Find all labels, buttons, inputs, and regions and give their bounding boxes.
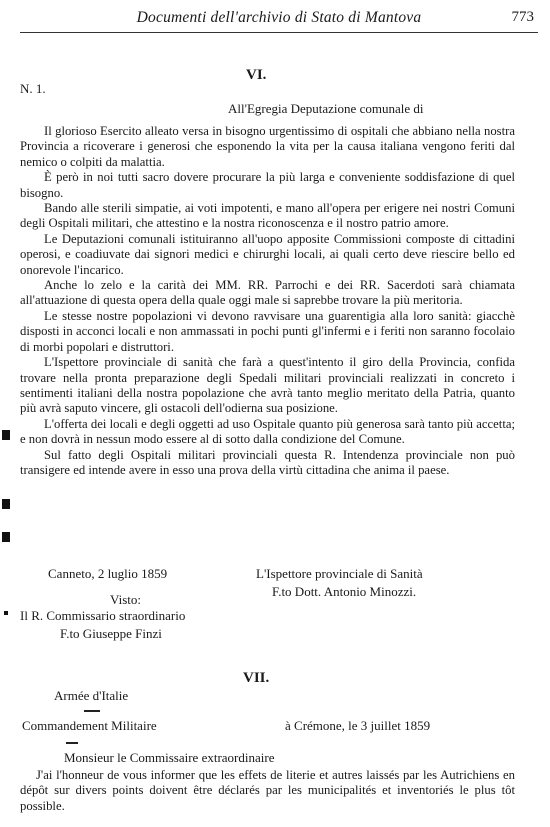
paragraph: Anche lo zelo e la carità dei MM. RR. Parrochi e dei RR. Sacerdoti sarà chiamata all'attuazione di questa opera della quale oggi male si saprebbe trovare la più meritoria.	[20, 278, 515, 308]
organization: Armée d'Italie	[54, 688, 129, 703]
paragraph: Sul fatto degli Ospitali militari provinciali questa R. Intendenza provinciale non può transigere ed intende avere in esso una prova della virtù cittadina che anima il paese.	[20, 447, 515, 477]
running-header	[20, 6, 538, 33]
paragraph: Le stesse nostre popolazioni vi devono ravvisare una guarentigia alla loro sanità: giacchè disposti in acconci locali e non ammassati in pochi punti gl'infermi e i feriti non saranno focolaio di morbi popolari e distruttori.	[20, 308, 515, 354]
margin-marker	[4, 611, 8, 615]
document-body-vii	[20, 768, 515, 814]
margin-marker	[2, 499, 10, 509]
visto-label: Visto:	[110, 592, 142, 607]
addressee: All'Egregia Deputazione comunale di	[228, 101, 424, 116]
commissario-title: Il R. Commissario straordinario	[20, 608, 186, 623]
document-reference: N. 1.	[20, 81, 46, 96]
separator-dash	[84, 710, 100, 712]
signer-title: L'Ispettore provinciale di Sanità	[256, 566, 423, 581]
margin-marker	[2, 430, 10, 440]
place-date: à Crémone, le 3 juillet 1859	[285, 718, 431, 733]
margin-marker	[2, 532, 10, 542]
paragraph: È però in noi tutti sacro dovere procurare la più larga e conveniente soddisfazione di quel bisogno.	[20, 170, 515, 200]
paragraph: L'Ispettore provinciale di sanità che farà a quest'intento il giro della Provincia, confida trovare nella pronta preparazione degli Spedali militari provinciali realizzati in concreto i sentimenti italiani della nostra popolazione che avrà tanto meglio meritato della Patria, quanto più avrà saputo vincere, gli ostacoli dell'odierna sua posizione.	[20, 355, 515, 416]
place-date: Canneto, 2 luglio 1859	[48, 566, 168, 581]
page-number: 773	[511, 9, 534, 25]
paragraph: J'ai l'honneur de vous informer que les effets de literie et autres laissés par les Autrichiens en dépôt sur divers points doivent être déclarés par les municipalités et inventoriés le plus tôt possible.	[20, 768, 515, 813]
commissario-name: F.to Giuseppe Finzi	[60, 626, 162, 641]
paragraph: Le Deputazioni comunali istituiranno all'uopo apposite Commissioni composte di cittadini operosi, e coadiuvate dai signori medici e chirurghi locali, ai quali certo deve riescire bello ed onorevole l'incarico.	[20, 231, 515, 277]
organization-unit: Commandement Militaire	[22, 718, 157, 733]
salutation: Monsieur le Commissaire extraordinaire	[64, 750, 275, 765]
running-title: Documenti dell'archivio di Stato di Mantova	[136, 9, 422, 26]
section-number-vi: VI.	[246, 67, 267, 83]
paragraph: Il glorioso Esercito alleato versa in bisogno urgentissimo di ospitali che abbiano nella nostra Provincia a ricoverare i generosi che esponendo la vita per la causa italiana vengono feriti dal nemico o colpiti da malattia.	[20, 124, 515, 169]
paragraph: Bando alle sterili simpatie, ai voti impotenti, e mano all'opera per erigere nei nostri Comuni degli Ospitali militari, che attestino e la nostra riconoscenza e il nostro patrio amore.	[20, 201, 515, 231]
signer-name: F.to Dott. Antonio Minozzi.	[272, 584, 417, 599]
section-number-vii: VII.	[243, 670, 270, 686]
paragraph: L'offerta dei locali e degli oggetti ad uso Ospitale quanto più generosa sarà tanto più accetta; e non dovrà in nessun modo essere al di sotto dalla condizione del Comune.	[20, 416, 515, 447]
separator-dash	[66, 742, 78, 744]
document-body-vi	[20, 124, 515, 478]
